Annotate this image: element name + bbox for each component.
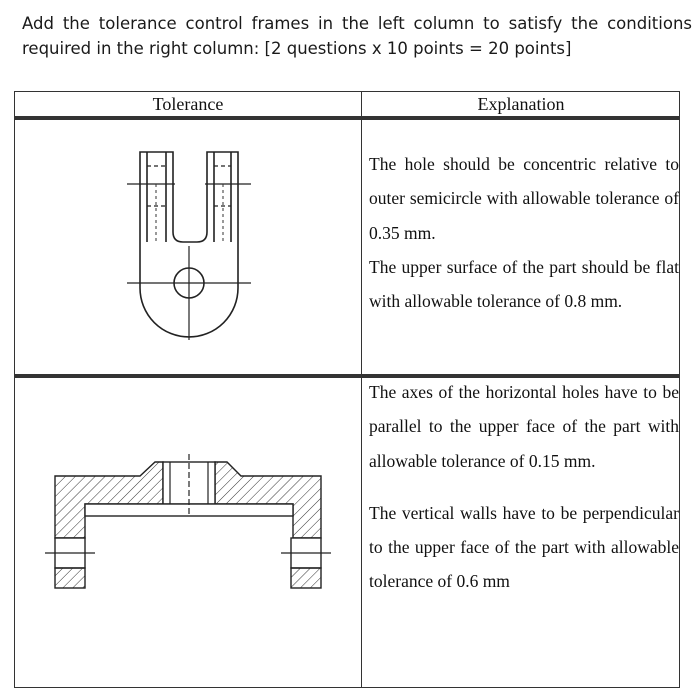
row1-explanation [369, 147, 679, 318]
explanation-parallelism: The axes of the horizontal holes have to be parallel to the upper face of the part with allowable tolerance of 0.15 mm. [369, 382, 679, 471]
header-tolerance: Tolerance [152, 94, 224, 114]
explanation-concentricity: The hole should be concentric relative to outer semicircle with allowable tolerance of 0.35 mm. [369, 154, 679, 243]
instructions-text: Add the tolerance control frames in the left column to satisfy the conditions required in the right column: [2 questions x 10 points = 20 points] [22, 14, 692, 58]
header-explanation: Explanation [477, 94, 565, 114]
explanation-flatness: The upper surface of the part should be flat with allowable tolerance of 0.8 mm. [369, 256, 679, 312]
hat-section-drawing [15, 378, 361, 688]
row2-explanation [369, 375, 679, 599]
column-divider [361, 92, 362, 687]
clevis-part-drawing [15, 118, 361, 374]
tolerance-table [14, 91, 680, 688]
explanation-perpendicularity: The vertical walls have to be perpendicular to the upper face of the part with allowable tolerance of 0.6 mm [369, 502, 679, 592]
